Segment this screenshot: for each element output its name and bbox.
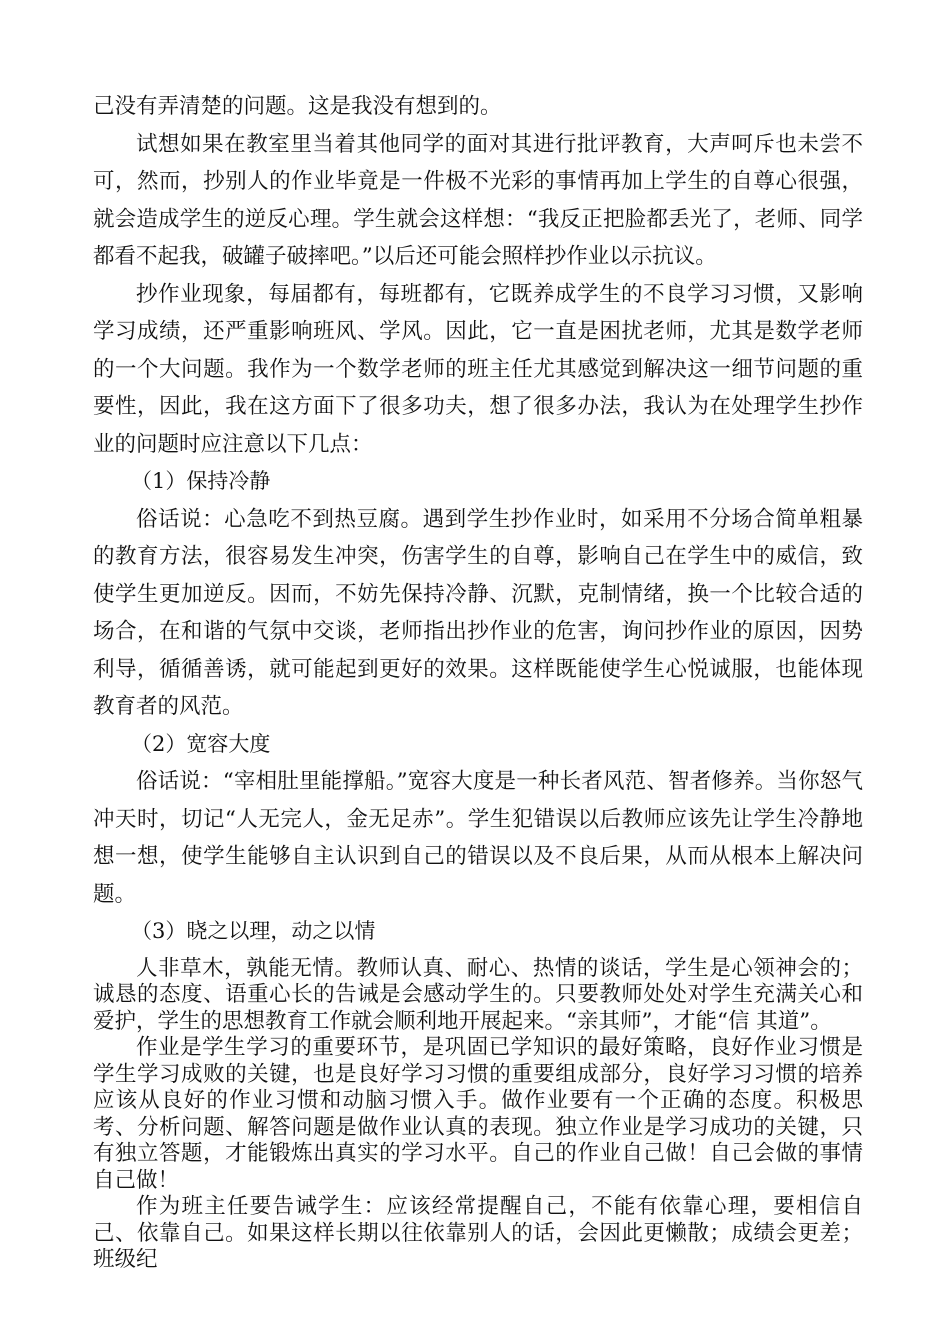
paragraph-copying-phenomenon: 抄作业现象，每届都有，每班都有，它既养成学生的不良学习习惯，又影响学习成绩，还严重影响班风、学风。因此，它一直是困扰老师，尤其是数学老师的一个大问题。我作为一个数学老师的班主任尤其感觉到解决这一细节问题的重要性，因此，我在这方面下了很多功夫，想了很多办法，我认为在处理学生抄作业的问题时应注意以下几点： (93, 281, 863, 457)
paragraph-criticism: 试想如果在教室里当着其他同学的面对其进行批评教育，大声呵斥也未尝不可，然而，抄别人的作业毕竟是一件极不光彩的事情再加上学生的自尊心很强，就会造成学生的逆反心理。学生就会这样想：“我反正把脸都丢光了，老师、同学都看不起我，破罐子破摔吧。”以后还可能会照样抄作业以示抗议。 (93, 131, 863, 269)
section-body-reason-emotion: 人非草木，孰能无情。教师认真、耐心、热情的谈话，学生是心领神会的；诚恳的态度、语重心长的告诫是会感动学生的。只要教师处处对学生充满关心和爱护，学生的思想教育工作就会顺利地开展起来。“亲其师”，才能“信 其道”。 (93, 955, 863, 1034)
section-body-stay-calm: 俗话说：心急吃不到热豆腐。遇到学生抄作业时，如采用不分场合简单粗暴的教育方法，很容易发生冲突，伤害学生的自尊，影响自己在学生中的威信，致使学生更加逆反。因而，不妨先保持冷静、沉默，克制情绪，换一个比较合适的场合，在和谐的气氛中交谈，老师指出抄作业的危害，询问抄作业的原因，因势利导，循循善诱，就可能起到更好的效果。这样既能使学生心悦诚服，也能体现教育者的风范。 (93, 506, 863, 719)
paragraph-teacher-advice: 作为班主任要告诫学生：应该经常提醒自己，不能有依靠心理，要相信自己、依靠自己。如果这样长期以往依靠别人的话，会因此更懒散；成绩会更差；班级纪 (93, 1194, 863, 1272)
document-page (93, 88, 863, 1274)
section-heading-tolerance: （2）宽容大度 (131, 731, 271, 756)
section-heading-reason-emotion: （3）晓之以理，动之以情 (131, 919, 376, 943)
paragraph-homework-importance: 作业是学生学习的重要环节，是巩固已学知识的最好策略，良好作业习惯是学生学习成败的关键，也是良好学习习惯的重要组成部分，良好学习习惯的培养应该从良好的作业习惯和动脑习惯入手。做作业要有一个正确的态度。积极思考、分析问题、解答问题是做作业认真的表现。独立作业是学习成功的关键，只有独立答题，才能锻炼出真实的学习水平。自己的作业自己做！自己会做的事情自己做！ (93, 1035, 863, 1193)
section-heading-stay-calm: （1）保持冷静 (131, 469, 271, 493)
paragraph-continuation: 己没有弄清楚的问题。这是我没有想到的。 (93, 94, 502, 119)
section-body-tolerance: 俗话说：“宰相肚里能撑船。”宽容大度是一种长者风范、智者修养。当你怒气冲天时，切记“人无完人，金无足赤”。学生犯错误以后教师应该先让学生冷静地想一想，使学生能够自主认识到自己的错误以及不良后果，从而从根本上解决问题。 (93, 769, 863, 907)
